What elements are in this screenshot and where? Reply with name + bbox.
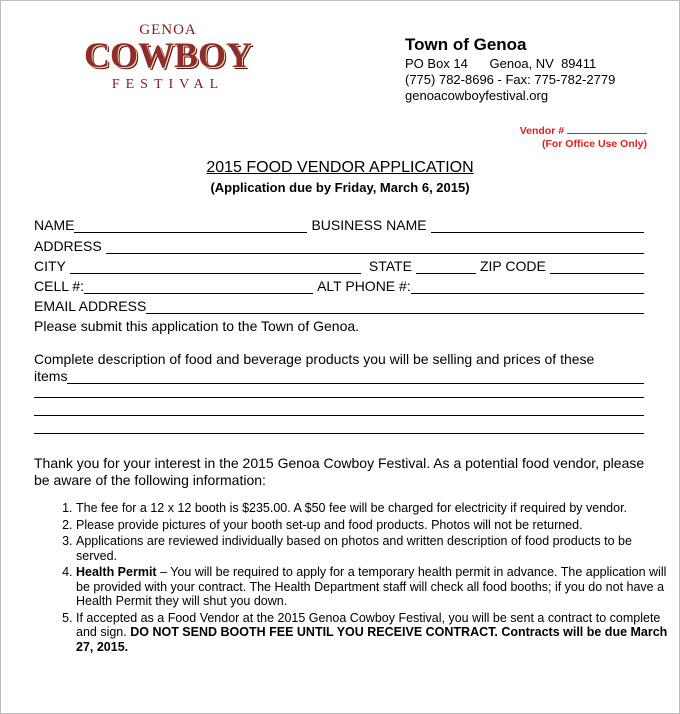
due-date: (Application due by Friday, March 6, 2015)	[210, 180, 470, 195]
email-label: EMAIL ADDRESS	[34, 298, 147, 314]
zip-label: ZIP CODE	[479, 258, 546, 274]
alt-phone-field[interactable]	[411, 280, 644, 294]
business-name-field[interactable]	[431, 219, 644, 233]
description-prompt: Complete description of food and beverage products you will be selling and prices of these	[34, 351, 595, 367]
city-label: CITY	[34, 258, 66, 274]
row-email	[34, 296, 644, 314]
zip-field[interactable]	[550, 260, 644, 274]
row-address	[34, 236, 644, 254]
email-field[interactable]	[146, 300, 644, 314]
submit-note: Please submit this application to the Town of Genoa.	[34, 318, 360, 334]
cell-label: CELL #:	[34, 278, 85, 294]
address-label: ADDRESS	[34, 238, 102, 254]
website: genoacowboyfestival.org	[405, 88, 549, 103]
logo-top-text: GENOA	[139, 22, 197, 38]
po-box: PO Box 14 Genoa, NV 89411	[405, 56, 597, 71]
items-field-line-4[interactable]	[34, 433, 644, 434]
term-item: 4. Health Permit – You will be required to apply for a temporary health permit in advance. The application will be provided with your contract. The Health Department staff will check all food booths; if you do not have a Health Permit they will shut you down.	[76, 565, 676, 609]
vendor-number-field[interactable]	[567, 124, 647, 134]
row-name	[34, 215, 644, 233]
business-name-label: BUSINESS NAME	[311, 217, 427, 233]
vendor-number-label: Vendor #	[519, 125, 565, 137]
contact-block	[405, 34, 615, 104]
logo-bottom-text: FESTIVAL	[111, 77, 225, 92]
row-city	[34, 256, 644, 274]
logo-main-text: COWBOY	[83, 35, 252, 75]
address-field[interactable]	[106, 240, 644, 254]
phone-fax: (775) 782-8696 - Fax: 775-782-2779	[405, 72, 616, 87]
page-title: 2015 FOOD VENDOR APPLICATION	[206, 159, 474, 176]
term-item: 1. The fee for a 12 x 12 booth is $235.00. A $50 fee will be charged for electricity if required by vendor.	[76, 501, 676, 516]
town-name: Town of Genoa	[405, 35, 527, 54]
term-item: 3. Applications are reviewed individually based on photos and written description of food products to be served.	[76, 534, 676, 563]
items-label: items	[34, 368, 68, 384]
term-item: 2. Please provide pictures of your booth set-up and food products. Photos will not be returned.	[76, 518, 676, 533]
items-field-line-3[interactable]	[34, 415, 644, 416]
state-label: STATE	[368, 258, 412, 274]
name-label: NAME	[34, 217, 75, 233]
terms-list	[34, 501, 676, 656]
row-items	[34, 366, 644, 384]
cell-field[interactable]	[84, 280, 313, 294]
office-use-block	[520, 124, 647, 151]
office-use-note: (For Office Use Only)	[541, 138, 647, 150]
festival-logo	[62, 22, 274, 94]
city-field[interactable]	[70, 260, 361, 274]
items-field-line-1[interactable]	[67, 370, 644, 384]
name-field[interactable]	[74, 219, 307, 233]
state-field[interactable]	[416, 260, 476, 274]
thank-you-note: Thank you for your interest in the 2015 Genoa Cowboy Festival. As a potential food vendor, please be aware of the following information:	[34, 455, 645, 488]
alt-phone-label: ALT PHONE #:	[317, 278, 411, 294]
row-phone	[34, 276, 644, 294]
items-field-line-2[interactable]	[34, 397, 644, 398]
term-item: 5. If accepted as a Food Vendor at the 2015 Genoa Cowboy Festival, you will be sent a contract to complete and sign. DO NOT SEND BOOTH FEE UNTIL YOU RECEIVE CONTRACT. Contracts will be due March 27, 2015.	[76, 611, 676, 655]
